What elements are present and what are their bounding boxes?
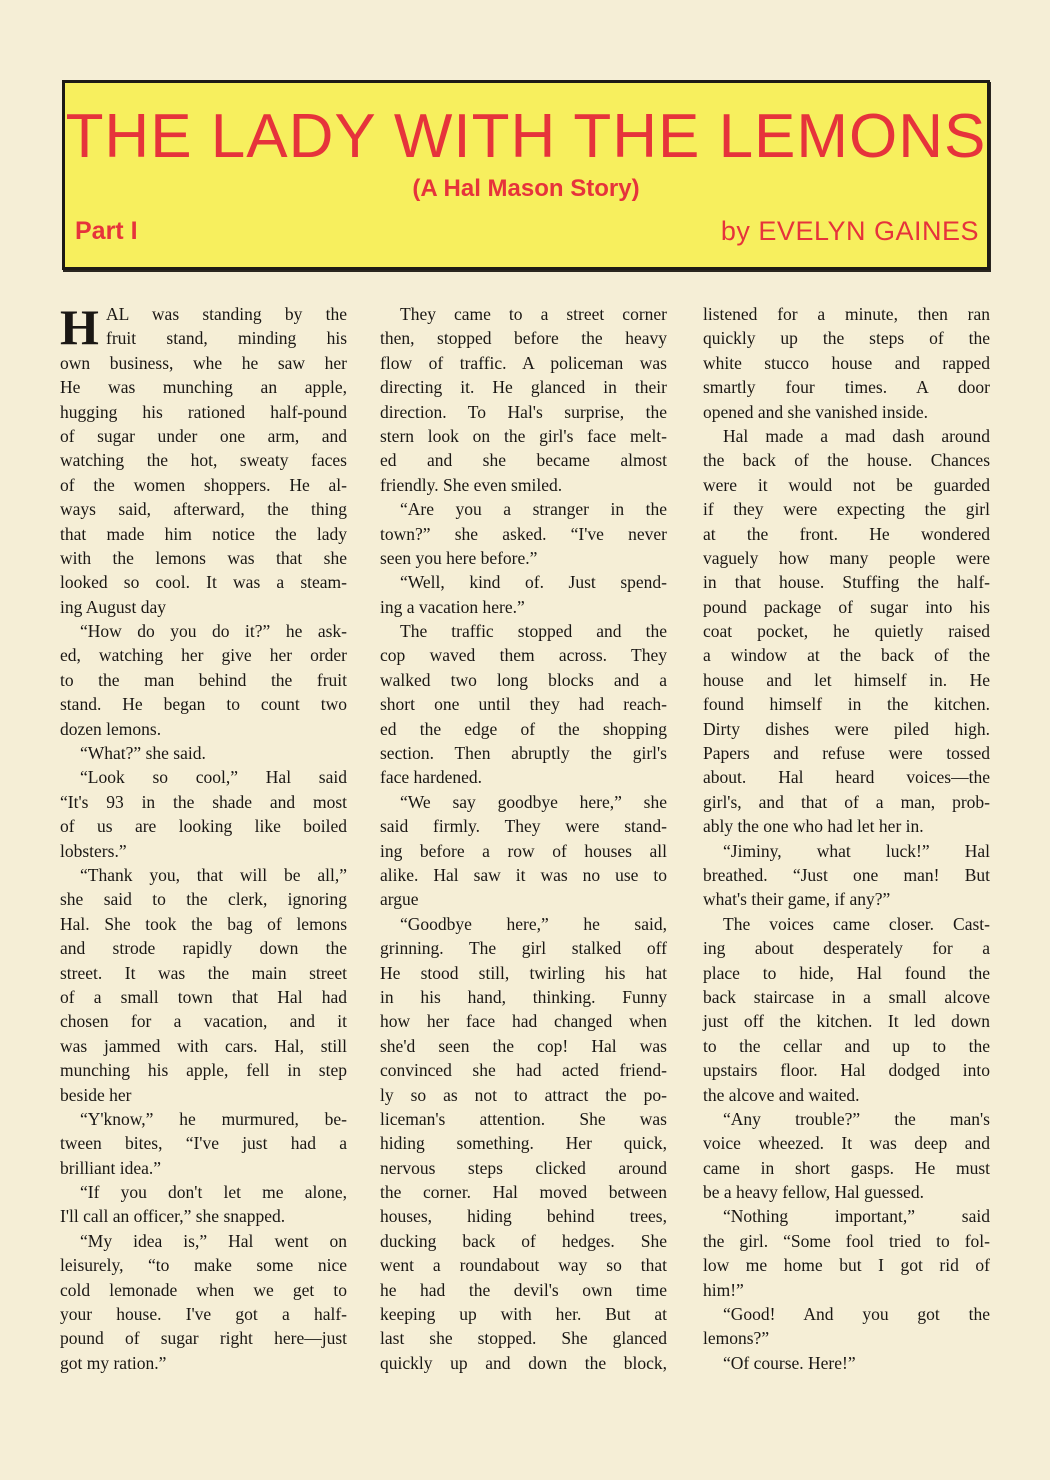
text-line: said firmly. They were stand- [380, 816, 667, 837]
text-line: own business, whe he saw her [60, 352, 347, 373]
text-line: friendly. She even smiled. [380, 474, 563, 495]
text-line: leisurely, “to make some nice [60, 1255, 347, 1276]
text-line: “How do you do it?” he ask- [80, 621, 347, 642]
text-line: vaguely how many people were [703, 547, 990, 568]
text-line: convinced she had acted friend- [380, 1060, 667, 1081]
text-line: last she stopped. She glanced [380, 1328, 667, 1349]
text-line: to the cellar and up to the [703, 1035, 990, 1056]
text-line: AL was standing by the [106, 304, 347, 324]
text-line: “Thank you, that will be all,” [80, 864, 347, 885]
text-line: opened and she vanished inside. [703, 401, 929, 422]
text-line: him!” [703, 1279, 744, 1300]
text-line: voice wheezed. It was deep and [703, 1133, 990, 1154]
text-line: what's their game, if any?” [703, 889, 891, 910]
text-line: the back of the house. Chances [703, 450, 990, 471]
paragraph [60, 765, 347, 863]
text-line: then, stopped before the heavy [380, 328, 667, 349]
paragraph [703, 424, 990, 839]
text-line: I'll call an officer,” she snapped. [60, 1206, 286, 1227]
text-line: tween bites, “I've just had a [60, 1133, 347, 1154]
text-line: chosen for a vacation, and it [60, 1011, 347, 1032]
author-byline: by EVELYN GAINES [720, 216, 979, 246]
text-line: “What?” she said. [80, 743, 206, 764]
text-line: smartly four times. A door [703, 377, 990, 398]
text-line: ing a vacation here.” [380, 596, 525, 617]
text-line: just off the kitchen. It led down [703, 1011, 990, 1032]
text-line: and strode rapidly down the [60, 938, 347, 959]
text-line: the alcove and waited. [703, 1084, 860, 1105]
text-line: “Goodbye here,” he said, [400, 913, 667, 934]
text-line: fruit stand, minding his [106, 328, 347, 349]
text-line: keeping up with her. But at [380, 1304, 667, 1325]
text-line: about. Hal heard voices—the [703, 767, 990, 788]
paragraph [60, 741, 347, 765]
text-line: “Any trouble?” the man's [723, 1108, 990, 1129]
text-line: “Look so cool,” Hal said [80, 767, 347, 788]
text-line: “We say goodbye here,” she [400, 791, 667, 812]
paragraph [60, 619, 347, 741]
text-line: quickly up the steps of the [703, 328, 990, 349]
text-line: ly so as not to attract the po- [380, 1084, 667, 1105]
text-line: direction. To Hal's surprise, the [380, 401, 667, 422]
text-line: of us are looking like boiled [60, 816, 347, 837]
text-line: got my ration.” [60, 1352, 167, 1373]
paragraph [380, 302, 667, 497]
text-line: “Jiminy, what luck!” Hal [723, 840, 990, 861]
paragraph [60, 1229, 347, 1375]
text-line: white stucco house and rapped [703, 352, 990, 373]
paragraph [60, 1180, 347, 1229]
text-line: He stood still, twirling his hat [380, 962, 667, 983]
text-line: of sugar under one arm, and [60, 425, 347, 446]
text-line: argue [380, 889, 419, 910]
text-line: ed the edge of the shopping [380, 718, 667, 739]
text-line: They came to a street corner [400, 304, 667, 324]
text-line: watching the hot, sweaty faces [60, 450, 347, 471]
paragraph [703, 1302, 990, 1351]
text-line: in that house. Stuffing the half- [703, 572, 990, 593]
text-line: back staircase in a small alcove [703, 986, 990, 1007]
text-line: The traffic stopped and the [400, 621, 667, 642]
text-line: beside her [60, 1084, 132, 1105]
paragraph [703, 1107, 990, 1205]
text-line: stern look on the girl's face melt- [380, 425, 667, 446]
text-column-1 [60, 299, 347, 1375]
story-title-banner [62, 80, 990, 270]
text-line: Hal. She took the bag of lemons [60, 913, 347, 934]
text-line: flow of traffic. A policeman was [380, 352, 667, 373]
paragraph [60, 299, 347, 619]
text-line: quickly up and down the block, [380, 1352, 667, 1373]
part-label: Part I [75, 217, 138, 245]
paragraph [380, 790, 667, 912]
text-line: girl's, and that of a man, prob- [703, 791, 990, 812]
text-line: the girl. “Some fool tried to fol- [703, 1230, 990, 1251]
text-line: came in short gasps. He must [703, 1157, 990, 1178]
text-line: of the women shoppers. He al- [60, 474, 347, 495]
text-line: “My idea is,” Hal went on [80, 1230, 347, 1251]
paragraph [380, 619, 667, 790]
paragraph [60, 863, 347, 1107]
paragraph [703, 1204, 990, 1302]
text-line: your house. I've got a half- [60, 1304, 347, 1325]
text-line: coat pocket, he quietly raised [703, 621, 990, 642]
text-line: “Y'know,” he murmured, be- [80, 1108, 347, 1129]
text-line: stand. He began to count two [60, 694, 347, 715]
text-line: ing August day [60, 596, 166, 617]
text-line: directing it. He glanced in their [380, 377, 667, 398]
text-line: of a small town that Hal had [60, 986, 347, 1007]
text-line: were it would not be guarded [703, 474, 990, 495]
paragraph [380, 570, 667, 619]
text-line: to the man behind the fruit [60, 669, 347, 690]
text-line: alike. Hal saw it was no use to [380, 864, 667, 885]
paragraph [703, 302, 990, 424]
text-line: she'd seen the cop! Hal was [380, 1035, 667, 1056]
text-line: cold lemonade when we get to [60, 1279, 347, 1300]
story-subtitle: (A Hal Mason Story) [412, 175, 640, 202]
text-line: Papers and refuse were tossed [703, 743, 990, 764]
text-line: The voices came closer. Cast- [723, 913, 990, 934]
text-line: “It's 93 in the shade and most [60, 791, 347, 812]
text-line: low me home but I got rid of [703, 1255, 990, 1276]
text-line: ducking back of hedges. She [380, 1230, 667, 1251]
text-line: hiding something. Her quick, [380, 1133, 667, 1154]
text-line: ably the one who had let her in. [703, 816, 924, 837]
text-line: Hal made a mad dash around [723, 425, 990, 446]
text-line: upstairs floor. Hal dodged into [703, 1060, 990, 1081]
text-line: be a heavy fellow, Hal guessed. [703, 1182, 924, 1203]
text-line: house and let himself in. He [703, 669, 990, 690]
text-line: liceman's attention. She was [380, 1108, 667, 1129]
text-line: ing about desperately for a [703, 938, 990, 959]
text-line: street. It was the main street [60, 962, 347, 983]
text-line: with the lemons was that she [60, 547, 347, 568]
text-line: found himself in the kitchen. [703, 694, 990, 715]
text-line: lobsters.” [60, 840, 127, 861]
text-line: houses, hiding behind trees, [380, 1206, 667, 1227]
text-line: town?” she asked. “I've never [380, 523, 667, 544]
paragraph [703, 839, 990, 912]
text-line: he had the devil's own time [380, 1279, 667, 1300]
paragraph [703, 912, 990, 1107]
text-line: hugging his rationed half-pound [60, 401, 347, 422]
text-line: “Good! And you got the [723, 1304, 990, 1325]
text-line: “Are you a stranger in the [400, 499, 667, 520]
text-line: a window at the back of the [703, 645, 990, 666]
text-line: “Nothing important,” said [723, 1206, 990, 1227]
text-line: at the front. He wondered [703, 523, 990, 544]
text-line: pound package of sugar into his [703, 596, 990, 617]
text-line: brilliant idea.” [60, 1157, 162, 1178]
text-line: the corner. Hal moved between [380, 1182, 667, 1203]
paragraph [380, 912, 667, 1375]
text-line: walked two long blocks and a [380, 669, 667, 690]
text-line: ing before a row of houses all [380, 840, 667, 861]
text-line: section. Then abruptly the girl's [380, 743, 667, 764]
text-line: ed, watching her give her order [60, 645, 347, 666]
text-line: nervous steps clicked around [380, 1157, 667, 1178]
text-line: was jammed with cars. Hal, still [60, 1035, 347, 1056]
drop-cap: H [60, 299, 99, 355]
paragraph [703, 1351, 990, 1375]
text-line: ways said, afterward, the thing [60, 499, 347, 520]
text-line: ed and she became almost [380, 450, 667, 471]
text-line: breathed. “Just one man! But [703, 864, 990, 885]
text-line: lemons?” [703, 1328, 770, 1349]
text-line: in his hand, thinking. Funny [380, 986, 667, 1007]
text-line: short one until they had reach- [380, 694, 667, 715]
text-line: munching his apple, fell in step [60, 1060, 347, 1081]
text-line: she said to the clerk, ignoring [60, 889, 347, 910]
text-line: seen you here before.” [380, 547, 538, 568]
paragraph [60, 1107, 347, 1180]
paragraph [380, 497, 667, 570]
text-line: “Of course. Here!” [723, 1352, 856, 1373]
text-line: that made him notice the lady [60, 523, 347, 544]
text-line: went a roundabout way so that [380, 1255, 667, 1276]
text-column-2 [380, 302, 667, 1375]
text-line: looked so cool. It was a steam- [60, 572, 347, 593]
text-line: “If you don't let me alone, [80, 1182, 347, 1203]
text-line: if they were expecting the girl [703, 499, 990, 520]
text-line: Dirty dishes were piled high. [703, 718, 990, 739]
text-line: how her face had changed when [380, 1011, 667, 1032]
story-title: THE LADY WITH THE LEMONS [65, 102, 987, 171]
text-line: place to hide, Hal found the [703, 962, 990, 983]
text-line: face hardened. [380, 767, 483, 788]
text-line: He was munching an apple, [60, 377, 347, 398]
text-line: dozen lemons. [60, 718, 162, 739]
text-line: cop waved them across. They [380, 645, 667, 666]
text-line: grinning. The girl stalked off [380, 938, 667, 959]
text-line: listened for a minute, then ran [703, 304, 990, 324]
text-line: pound of sugar right here—just [60, 1328, 347, 1349]
text-line: “Well, kind of. Just spend- [400, 572, 667, 593]
text-column-3 [703, 302, 990, 1375]
